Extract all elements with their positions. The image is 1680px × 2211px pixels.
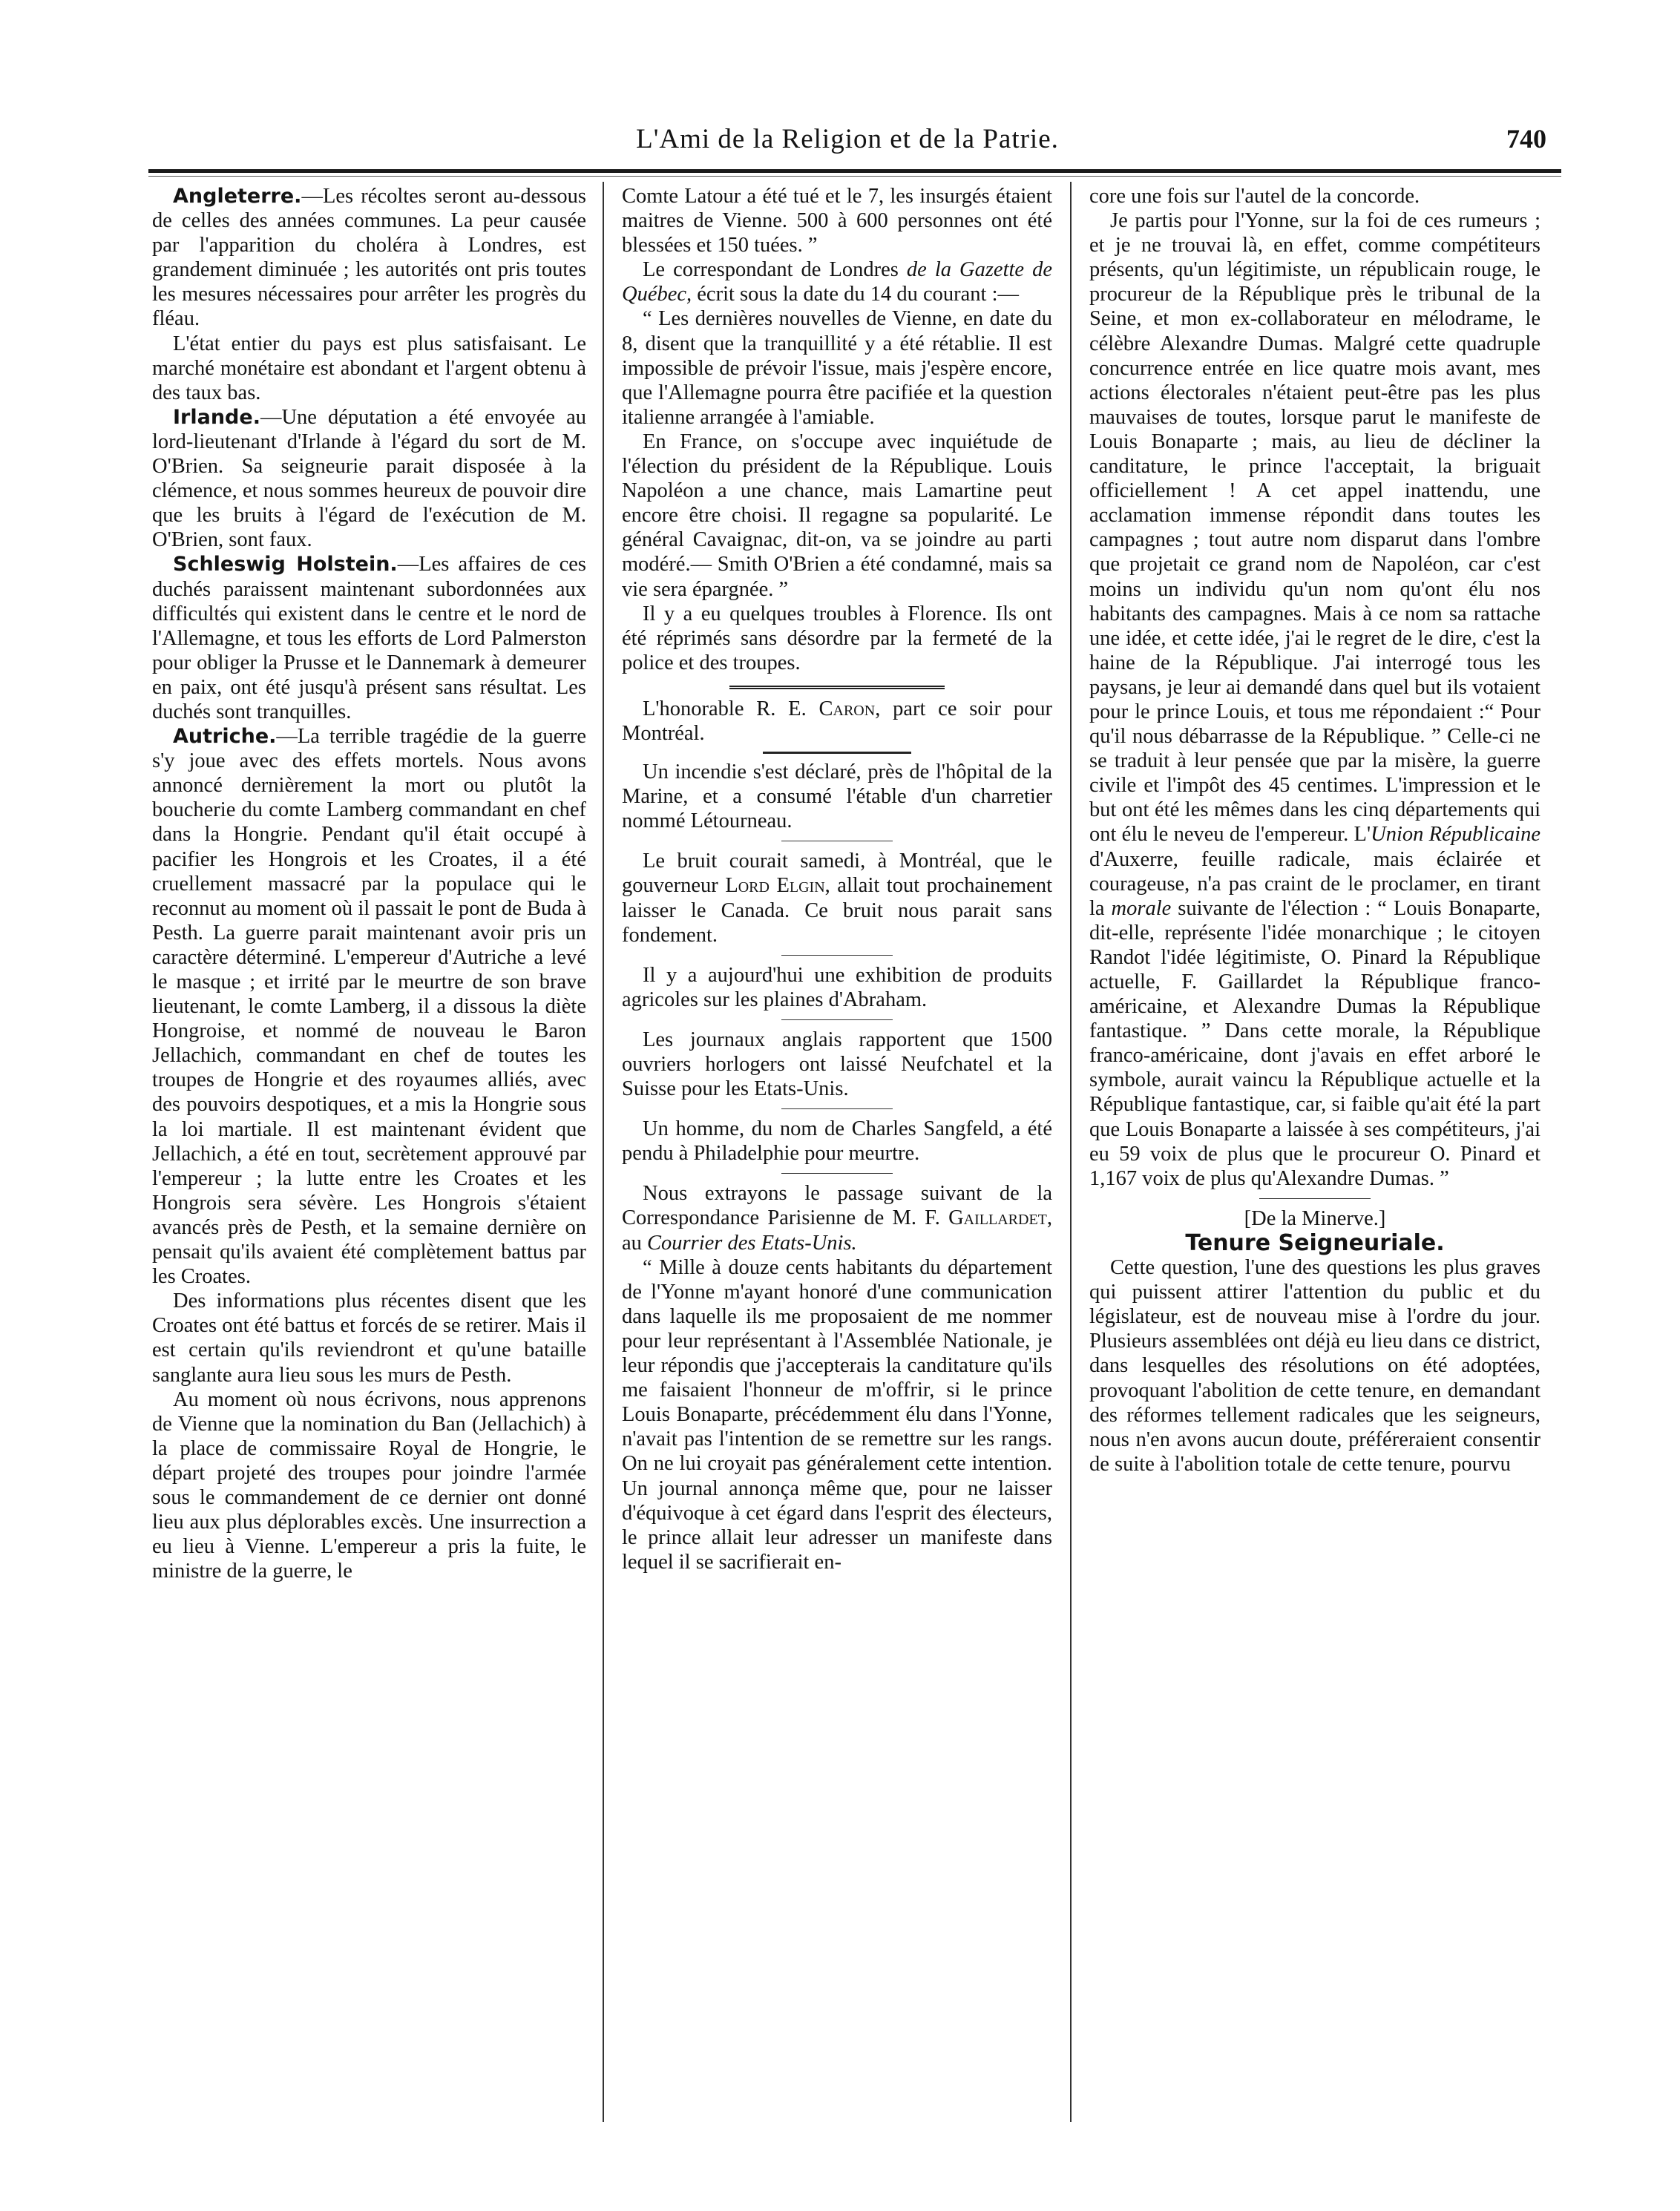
text-run: , part ce soir pour Montréal. (622, 697, 1053, 745)
paragraph: Cette question, l'une des questions les plus graves qui puissent attirer l'attention du public et du législateur, est de nouveau mise à l'ordre du jour. Plusieurs assemblées ont déjà eu lieu dans ce district, dans lesquelles des résolutions on été adoptées, provoquant l'abolition de cette tenure, en demandant des réformes tellement radicales que les seigneurs, nous n'en avons aucun doute, préféreraient consentir de suite à l'abolition totale de cette tenure, pourvu (1089, 1256, 1540, 1476)
text-run: Je partis pour l'Yonne, sur la foi de ces rumeurs ; et je ne trouvai là, en effet, comme compétiteurs présents, qu'un légitimiste, un républicain rouge, le procureur de la République près le tribunal de la Seine, et mon ex-collaborateur en mélodrame, le célèbre Alexandre Dumas. Malgré cette quadruple concurrence entrée en lice quatre mois avant, mes actions électorales n'étaient peut-être pas les plus mauvaises de toutes, lorsque parut le manifeste de Louis Bonaparte ; mais, au lieu de décliner la canditature, le prince l'acceptait, la briguait officiellement ! A cet appel inattendu, une acclamation immense répondit dans toutes les campagnes ; tout autre nom disparut dans l'ombre que projetait ce grand nom de Napoléon, car c'est moins un individu qu'un nom qu'ont élu nos habitants des campagnes. Mais à ce nom sa rattache une idée, et cette idée, j'ai le regret de le dire, c'est la haine de la République. J'ai interrogé tous les paysans, je leur ai demandé dans quel but ils votaient pour le prince Louis, et tous me répondaient :“ Pour qu'il nous débarrasse de la République. ” Celle-ci ne se traduit à leur pensée que par la misère, la guerre civile et l'impôt des 45 centimes. L'impression et le but ont été les mêmes dans les cinq départements qui ont élu le neveu de l'empereur. L' (1089, 209, 1540, 847)
paragraph: Les journaux anglais rapportent que 1500 ouvriers horlogers ont laissé Neufchatel et la Suisse pour les Etats-Unis. (622, 1028, 1052, 1101)
column-3 (1089, 184, 1540, 1476)
paragraph-text: —Les affaires de ces duchés paraissent maintenant subordonnées aux difficultés qui existent dans le centre et le nord de l'Allemagne, et tous les efforts de Lord Palmerston pour obliger la Prusse et le Dannemark à demeurer en paix, ont été jusqu'à présent sans résultat. Les duchés sont tranquilles. (152, 553, 586, 723)
column-divider (603, 182, 604, 2122)
italic-text: Courrier des Etats-Unis. (647, 1231, 857, 1255)
separator (763, 752, 911, 754)
paragraph: En France, on s'occupe avec inquiétude de l'élection du président de la République. Louis Napoléon a une chance, mais Lamartine peut encore être choisi. Il regagne sa popularité. Le général Cavaignac, dit-on, va se joindre au parti modéré.— Smith O'Brien a été condamné, mais sa vie sera épargnée. ” (622, 430, 1052, 601)
separator (781, 1108, 893, 1109)
article-autriche (152, 724, 586, 1289)
section-title: Tenure Seigneuriale. (1185, 1229, 1445, 1256)
separator (729, 686, 945, 689)
text-run: écrit sous la date du 14 du courant :— (692, 283, 1020, 306)
page-header (148, 119, 1546, 163)
text-run: L'honorable R. E. (643, 697, 819, 720)
column-1 (152, 184, 586, 1583)
page-number: 740 (1506, 124, 1546, 154)
column-divider (1070, 182, 1072, 2122)
paragraph-text: —La terrible tragédie de la guerre s'y joue avec des effets mortels. Nous avons annoncé dernièrement la mort ou plutôt la boucherie du comte Lamberg commandant en chef dans la Hongrie. Pendant qu'il était occupé à pacifier les Hongrois et les Croates, il a été cruellement massacré par la populace qui le reconnut au moment où il passait le pont de Buda à Pesth. La guerre parait maintenant avoir pris un caractère déterminé. L'empereur d'Autriche a levé le masque ; et irrité par le meurtre de son brave lieutenant, le comte Lamberg, il a dissous la diète Hongroise, et nommé de nouveau le Baron Jellachich, commandant en chef de toutes les troupes de Hongrie et des royaumes alliés, avec des pouvoirs despotiques, et a mis la Hongrie sous la loi martiale. Il est maintenant évident que Jellachich, a été en tout, secrètement approuvé par l'empereur ; la lutte entre les Croates et les Hongrois sera sévère. Les Hongrois s'étaient avancés près de Pesth, et la semaine dernière on pensait qu'ils avaient été complètement battus par les Croates. (152, 725, 586, 1289)
section-heading: Autriche. (173, 725, 277, 749)
text-run: Le correspondant de Londres (643, 258, 907, 282)
masthead-title: L'Ami de la Religion et de la Patrie. (636, 124, 1059, 154)
italic-text: de la Gazette de Québec, (622, 258, 1052, 306)
section-heading: Irlande. (173, 405, 260, 429)
text-run: , allait tout prochainement laisser le Canada. Ce bruit nous parait sans fondement. (622, 874, 1053, 947)
small-caps-name: Caron (818, 697, 876, 720)
separator (781, 1173, 893, 1174)
paragraph: “ Les dernières nouvelles de Vienne, en date du 8, disent que la tranquillité y a été rétablie. Il est impossible de prévoir l'issue, mais j'espère encore, que l'Allemagne pourra être pacifiée et la question italienne arrangée à l'amiable. (622, 307, 1052, 429)
small-caps-name: Lord Elgin (725, 874, 825, 898)
separator (781, 955, 893, 956)
paragraph (622, 257, 1052, 306)
paragraph-text: —Une députation a été envoyée au lord-lieutenant d'Irlande à l'égard du sort de M. O'Brien. Sa seigneurie parait disposée à la clémence, et nous sommes heureux de pouvoir dire que les bruits à l'égard de l'exécution de M. O'Brien, sont faux. (152, 405, 586, 552)
column-2 (622, 184, 1052, 1574)
paragraph: Des informations plus récentes disent que les Croates ont été battus et forcés de se retirer. Mais il est certain qu'ils reviendront et qu'une bataille sanglante aura lieu sous les murs de Pesth. (152, 1290, 586, 1387)
header-rule-thin (148, 176, 1561, 177)
text-run: , au (622, 1206, 1052, 1255)
paragraph: Un incendie s'est déclaré, près de l'hôpital de la Marine, et a consumé l'étable d'un charretier nommé Létourneau. (622, 760, 1052, 833)
paragraph: Il y a aujourd'hui une exhibition de produits agricoles sur les plaines d'Abraham. (622, 963, 1052, 1011)
text-run: Nous extrayons le passage suivant de la Correspondance Parisienne de M. F. (622, 1182, 1052, 1230)
paragraph: Un homme, du nom de Charles Sangfeld, a été pendu à Philadelphie pour meurtre. (622, 1117, 1052, 1166)
paragraph-text: —Les récoltes seront au-dessous de celles des années communes. La peur causée par l'apparition du choléra à Londres, est grandement diminuée ; les autorités ont pris toutes les mesures nécessaires pour arrêter les progrès du fléau. (152, 185, 586, 331)
paragraph: Comte Latour a été tué et le 7, les insurgés étaient maitres de Vienne. 500 à 600 personnes ont été blessées et 150 tuées. ” (622, 185, 1052, 257)
article-irlande (152, 405, 586, 553)
text-run: Le bruit courait samedi, à Montréal, que le gouverneur (622, 850, 1052, 898)
paragraph (622, 697, 1052, 746)
paragraph: core une fois sur l'autel de la concorde. (1089, 185, 1420, 208)
paragraph: L'état entier du pays est plus satisfaisant. Le marché monétaire est abondant et l'argent obtenu à des taux bas. (152, 332, 586, 404)
separator (1259, 1198, 1371, 1199)
article-angleterre (152, 184, 586, 332)
text-run: d'Auxerre, feuille radicale, mais éclairée et courageuse, n'a pas craint de le proclamer, en tirant la (1089, 847, 1540, 920)
section-heading: Angleterre. (173, 185, 302, 208)
paragraph: “ Mille à douze cents habitants du département de l'Yonne m'ayant honoré d'une communication dans laquelle ils me proposaient de me nommer pour leur représentant à l'Assemblée Nationale, je leur répondis que j'accepterais la canditature qu'ils me faisaient l'honneur de m'offrir, si le prince Louis Bonaparte, précédemment élu dans l'Yonne, n'avait pas l'intention de se remettre sur les rangs. On ne lui croyait pas généralement cette intention. Un journal annonça même que, pour ne laisser d'équivoque à cet égard dans l'esprit des électeurs, le prince allait leur adresser un manifeste dans lequel il se sacrifierait en- (622, 1255, 1052, 1574)
small-caps-name: Gaillardet (948, 1206, 1047, 1230)
paragraph (622, 849, 1052, 947)
paragraph: Au moment où nous écrivons, nous apprenons de Vienne que la nomination du Ban (Jellachich) à la place de commissaire Royal de Hongrie, le départ projeté des troupes pour joindre l'armée sous le commandement de ce dernier ont donné lieu aux plus déplorables excès. Une insurrection a eu lieu à Vienne. L'empereur a pris la fuite, le ministre de la guerre, le (152, 1387, 586, 1583)
italic-text: morale (1111, 896, 1172, 920)
section-heading: Schleswig Holstein. (173, 553, 398, 576)
text-run: suivante de l'élection : “ Louis Bonaparte, dit-elle, représente l'idée monarchique ; le citoyen Randot l'idée légitimiste, O. Pinard la République actuelle, F. Gaillardet la République franco-américaine, et Alexandre Dumas la République fantastique. ” Dans cette morale, la République franco-américaine, dont j'avais en effet arboré le symbole, aurait vaincu la République actuelle et la République fantastique, car, si faible qu'ait été la part que Louis Bonaparte a laissée à ses compétiteurs, j'ai eu 59 voix de plus que le procureur O. Pinard et 1,167 voix de plus qu'Alexandre Dumas. ” (1089, 896, 1540, 1190)
paragraph (622, 1181, 1052, 1255)
paragraph: Il y a eu quelques troubles à Florence. Ils ont été réprimés sans désordre par la fermeté de la police et des troupes. (622, 602, 1052, 674)
source-attribution: [De la Minerve.] (1244, 1206, 1386, 1230)
italic-text: Union Républicaine (1371, 823, 1540, 847)
header-rule (148, 169, 1561, 173)
separator (781, 1019, 893, 1020)
paragraph (1089, 208, 1540, 1191)
article-schleswig (152, 552, 586, 724)
